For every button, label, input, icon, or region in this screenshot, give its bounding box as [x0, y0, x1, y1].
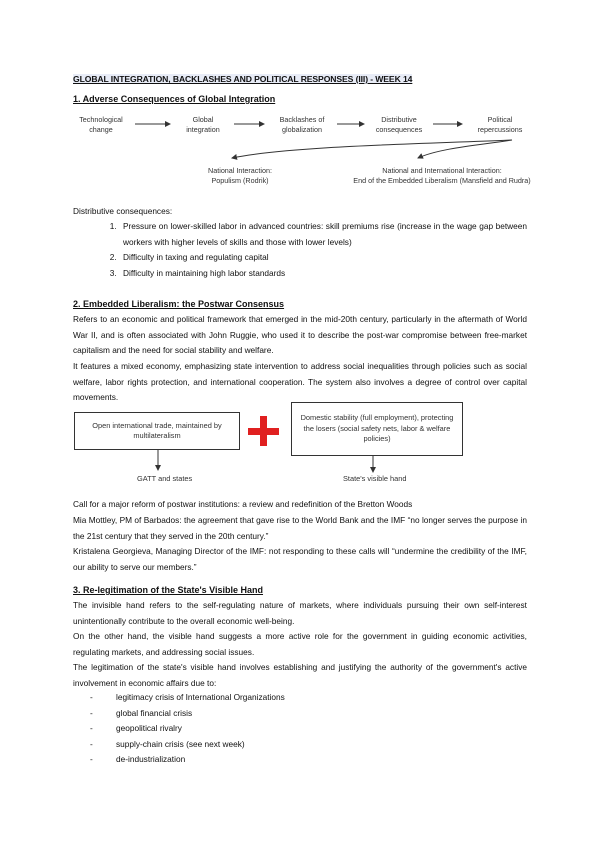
curved-arrow-national	[232, 140, 512, 158]
flow-step-line: Backlashes of	[279, 115, 325, 124]
list-item-text: legitimacy crisis of International Organizations	[116, 692, 285, 702]
dash-bullet: -	[90, 692, 93, 702]
domestic-stability-box-text: Domestic stability (full employment), protecting the losers (social safety nets, labor & welfare policies)	[300, 413, 454, 444]
list-item-text: de-industrialization	[116, 754, 186, 765]
visible-hand-caption: State's visible hand	[343, 474, 407, 483]
sub-label-line: End of the Embedded Liberalism (Mansfield and Rudra)	[353, 176, 531, 185]
dash-bullet: -	[90, 754, 93, 765]
flow-step-line: globalization	[282, 125, 322, 134]
section-2-heading: 2. Embedded Liberalism: the Postwar Consensus	[73, 299, 285, 309]
flow-step-line: repercussions	[477, 125, 523, 134]
invisible-hand-paragraph: The invisible hand refers to the self-regulating nature of markets, where individuals pursuing their own self-interest unintentionally contribute to the overall economic well-being.	[73, 600, 527, 626]
georgieva-quote-paragraph: Kristalena Georgieva, Managing Director of the IMF: not responding to these calls will “undermine the credibility of the IMF, our ability to serve our members.”	[73, 546, 527, 572]
flow-step-line: Technological	[79, 115, 123, 124]
distributive-intro: Distributive consequences:	[73, 206, 173, 216]
flow-step-line: Political	[487, 115, 513, 124]
sub-label-line: National and International Interaction:	[382, 166, 502, 175]
plus-icon-horizontal	[248, 428, 279, 435]
document-title: GLOBAL INTEGRATION, BACKLASHES AND POLITICAL RESPONSES (III) - WEEK 14	[73, 74, 413, 84]
gatt-caption: GATT and states	[137, 474, 193, 483]
visible-hand-paragraph: On the other hand, the visible hand suggests a more active role for the government in guiding economic activities, regulating markets, and addressing social issues.	[73, 631, 527, 657]
embedded-liberalism-paragraph-2: It features a mixed economy, emphasizing state intervention to address social inequalities through policies such as social welfare, labor rights protection, and international cooperation. The system also involves a degree of control over capital movements.	[73, 361, 527, 403]
section-3-heading: 3. Re-legitimation of the State's Visible Hand	[73, 585, 264, 595]
sub-label-line: National Interaction:	[208, 166, 272, 175]
dash-bullet: -	[90, 707, 93, 718]
flow-step-line: integration	[186, 125, 220, 134]
flow-step-line: consequences	[375, 125, 423, 134]
flow-step-line: Global	[192, 115, 214, 124]
list-item-text: global financial crisis	[116, 707, 193, 718]
dash-bullet: -	[90, 723, 93, 734]
list-item-text: supply-chain crisis (see next week)	[116, 738, 245, 749]
list-item: 2. Difficulty in taxing and regulating capital	[119, 250, 527, 266]
section-1-heading: 1. Adverse Consequences of Global Integration	[73, 94, 276, 104]
reform-call-paragraph: Call for a major reform of postwar institutions: a review and redefinition of the Bretton Woods	[73, 499, 413, 509]
flow-step-line: Distributive	[381, 115, 417, 124]
list-item-text: geopolitical rivalry	[116, 723, 182, 734]
sub-label-line: Populism (Rodrik)	[211, 176, 269, 185]
mottley-quote-paragraph: Mia Mottley, PM of Barbados: the agreement that gave rise to the World Bank and the IMF “no longer serves the purpose in the 21st century that they served in the 20th century.”	[73, 515, 527, 541]
flow-step-line: change	[89, 125, 113, 134]
dash-bullet: -	[90, 738, 93, 749]
open-trade-box-text: Open international trade, maintained by multilateralism	[92, 420, 222, 440]
list-item: 3. Difficulty in maintaining high labor standards	[119, 266, 527, 282]
embedded-liberalism-paragraph-1: Refers to an economic and political framework that emerged in the mid-20th century, particularly in the aftermath of World War II, and is often associated with John Ruggie, who used it to describe the post-war compromise between free-market capitalism and the need for social stability and welfare.	[73, 314, 527, 356]
list-item: 1. Pressure on lower-skilled labor in advanced countries: skill premiums rise (increase in the wage gap between workers with higher levels of skills and those with lower levels)	[119, 219, 527, 250]
legitimation-paragraph: The legitimation of the state's visible hand involves establishing and justifying the authority of the government's active involvement in economic affairs due to:	[73, 662, 527, 688]
